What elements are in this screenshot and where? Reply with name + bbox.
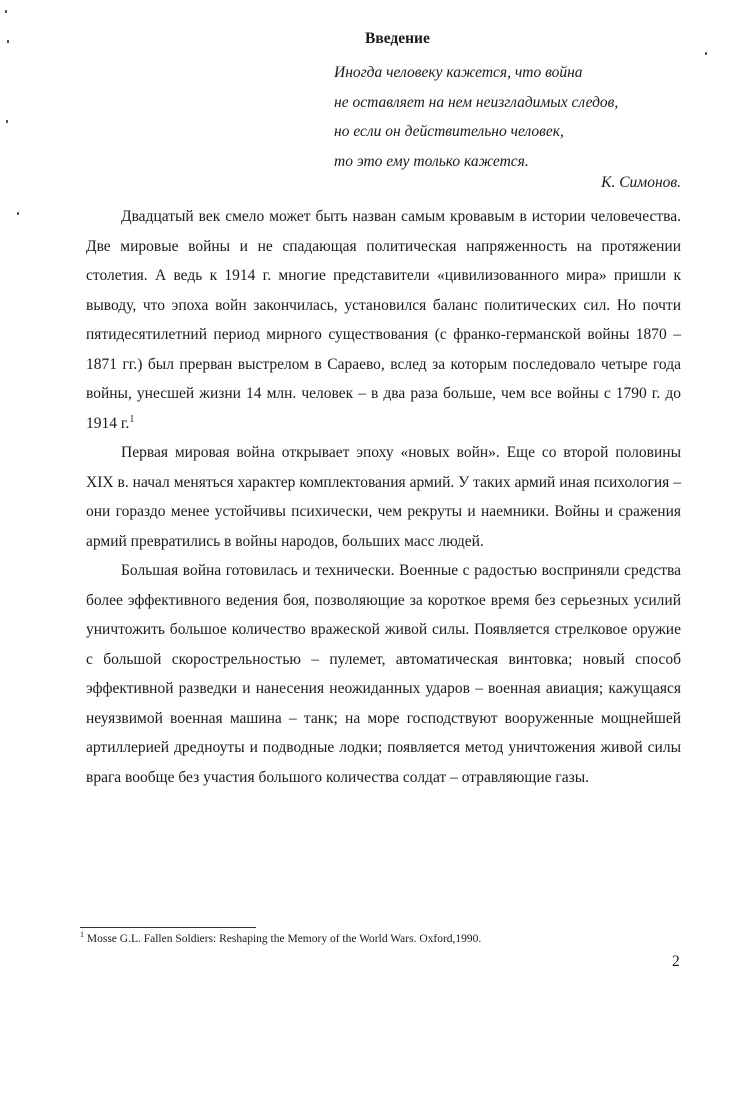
footnote-text: Mosse G.L. Fallen Soldiers: Reshaping the Memory of the World Wars. Oxford,1990. — [86, 933, 482, 945]
scan-speck — [6, 120, 8, 123]
epigraph — [334, 58, 694, 176]
footnote-reference: 1 — [129, 413, 135, 425]
paragraph — [86, 438, 681, 556]
paragraph-text: Первая мировая война открывает эпоху «новых войн». Еще со второй половины XIX в. начал меняться характер комплектования армий. У таких армий иная психология – они гораздо менее устойчивы психически, чем рекруты и наемники. Войны и сражения армий превратились в войны народов, больших масс людей. — [86, 444, 681, 550]
footnote-divider — [80, 927, 256, 928]
footnote-marker: 1 — [80, 930, 84, 940]
epigraph-line: то это ему только кажется. — [334, 152, 529, 170]
footnote — [80, 930, 482, 945]
epigraph-line: не оставляет на нем неизгладимых следов, — [334, 93, 619, 111]
paragraph-text: Большая война готовилась и технически. Военные с радостью восприняли средства более эффективного ведения боя, позволяющие за короткое время без серьезных усилий уничтожить большое количество вражеской живой силы. Появляется стрелковое оружие с большой скорострельностью – пулемет, автоматическая винтовка; новый способ эффективной разведки и нанесения неожиданных ударов – военная авиация; кажущаяся неуязвимой военная машина – танк; на море господствуют вооруженные мощнейшей артиллерией дредноуты и подводные лодки; появляется метод уничтожения живой силы врага вообще без участия большого количества солдат – отравляющие газы. — [86, 562, 681, 786]
epigraph-author: К. Симонов. — [601, 174, 681, 191]
scan-speck — [7, 40, 9, 43]
scan-speck — [17, 212, 19, 215]
paragraph-text: Двадцатый век смело может быть назван самым кровавым в истории человечества. Две мировые войны и не спадающая политическая напряженность на протяжении столетия. А ведь к 1914 г. многие представители «цивилизованного мира» пришли к выводу, что эпоха войн закончилась, установился баланс политических сил. Но почти пятидесятилетний период мирного существования (с франко-германской войны 1870 – 1871 гг.) был прерван выстрелом в Сараево, вслед за которым последовало четыре года войны, унесшей жизни 14 млн. человек – в два раза больше, чем все войны с 1790 г. до 1914 г. — [86, 208, 681, 432]
section-heading: Введение — [365, 30, 430, 47]
scan-speck — [705, 52, 707, 55]
paragraph — [86, 202, 681, 438]
body-text — [86, 202, 681, 792]
epigraph-line: но если он действительно человек, — [334, 123, 564, 140]
page-number: 2 — [672, 953, 680, 970]
epigraph-line: Иногда человеку кажется, что война — [334, 64, 583, 81]
scan-speck — [5, 10, 7, 13]
paragraph — [86, 556, 681, 792]
